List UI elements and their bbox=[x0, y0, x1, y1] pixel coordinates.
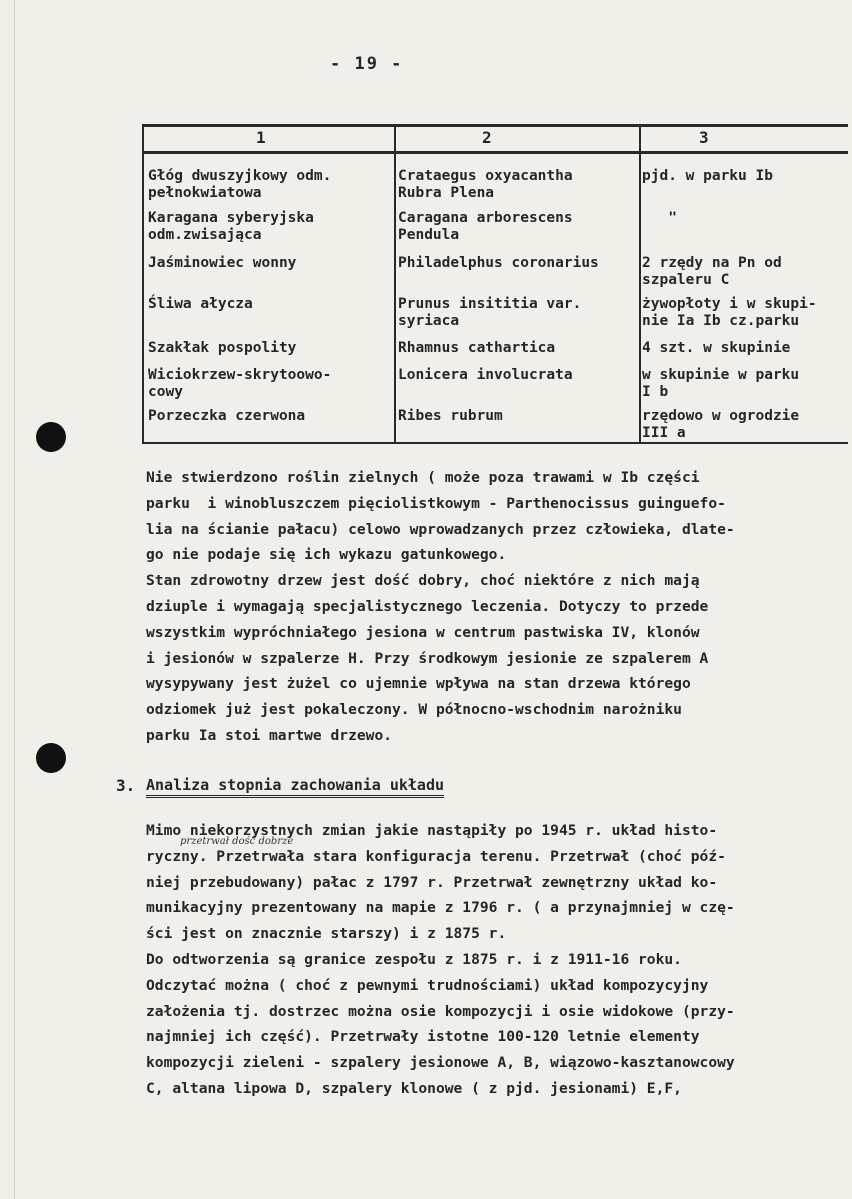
text-line: dziuple i wymagają specjalistycznego leczenia. Dotyczy to przede bbox=[146, 597, 709, 615]
column-header-3: 3 bbox=[699, 128, 709, 147]
text-line: niej przebudowany) pałac z 1797 r. Przetrwał zewnętrzny układ ko- bbox=[146, 873, 718, 891]
text-line: najmniej ich część). Przetrwały istotne 100-120 letnie elementy bbox=[146, 1028, 700, 1046]
table-cell-polish: Jaśminowiec wonny bbox=[148, 255, 297, 271]
section-title: Analiza stopnia zachowania układu bbox=[146, 776, 444, 798]
text-line: Nie stwierdzono roślin zielnych ( może poza trawami w Ib części bbox=[146, 469, 700, 486]
paragraph-layout-preservation bbox=[146, 818, 846, 1102]
text-line: założenia tj. dostrzec można osie kompozycji i osie widokowe (przy- bbox=[146, 1002, 735, 1020]
text-line: wysypywany jest żużel co ujemnie wpływa na stan drzewa którego bbox=[146, 675, 691, 693]
text-line: Odczytać można ( choć z pewnymi trudnościami) układ kompozycyjny bbox=[146, 976, 709, 994]
table-cell-polish: Głóg dwuszyjkowy odm. pełnokwiatowa bbox=[148, 168, 332, 201]
table-cell-latin: Rhamnus cathartica bbox=[398, 340, 556, 356]
column-header-1: 1 bbox=[256, 128, 266, 147]
text-line: Stan zdrowotny drzew jest dość dobry, choć niektóre z nich mają bbox=[146, 572, 700, 590]
table-cell-latin: Philadelphus coronarius bbox=[398, 255, 599, 271]
text-line: ści jest on znacznie starszy) i z 1875 r. bbox=[146, 925, 507, 943]
table-cell-polish: Porzeczka czerwona bbox=[148, 408, 306, 424]
table-border-left bbox=[142, 124, 144, 444]
text-line: munikacyjny prezentowany na mapie z 1796 r. ( a przynajmniej w czę- bbox=[146, 899, 735, 917]
table-cell-location: w skupinie w parku I b bbox=[642, 367, 800, 400]
text-line: go nie podaje się ich wykazu gatunkowego. bbox=[146, 546, 507, 564]
text-line: wszystkim wypróchniałego jesiona w centrum pastwiska IV, klonów bbox=[146, 623, 700, 641]
table-cell-location: 4 szt. w skupinie bbox=[642, 340, 791, 356]
text-line: Do odtworzenia są granice zespołu z 1875 r. i z 1911-16 roku. bbox=[146, 950, 682, 968]
table-cell-location: rzędowo w ogrodzie III a bbox=[642, 408, 800, 441]
paragraph-plants-health bbox=[146, 465, 846, 749]
table-bottom-rule bbox=[142, 442, 848, 444]
section-number: 3. bbox=[116, 776, 136, 795]
table-cell-latin: Ribes rubrum bbox=[398, 408, 503, 424]
text-line: parku i winobluszczem pięciolistkowym - Parthenocissus guinguefo- bbox=[146, 494, 726, 512]
text-line: parku Ia stoi martwe drzewo. bbox=[146, 726, 393, 744]
page-number: - 19 - bbox=[330, 54, 404, 74]
table-header-rule bbox=[142, 151, 848, 154]
table-cell-latin: Caragana arborescens Pendula bbox=[398, 210, 573, 243]
table-column-divider bbox=[639, 124, 641, 444]
handwritten-note: przetrwał dość dobrze bbox=[180, 836, 294, 847]
table-cell-polish: Śliwa ałycza bbox=[148, 296, 253, 312]
punch-hole bbox=[36, 743, 66, 773]
table-cell-location: 2 rzędy na Pn od szpaleru C bbox=[642, 255, 782, 288]
text-line: i jesionów w szpalerze H. Przy środkowym jesionie ze szpalerem A bbox=[146, 649, 709, 667]
punch-hole bbox=[36, 422, 66, 452]
text-line: ryczny. Przetrwała stara konfiguracja terenu. Przetrwał (choć póź- bbox=[146, 847, 726, 865]
text-line: Mimo niekorzystnych zmian jakie nastąpiły po 1945 r. układ histo- bbox=[146, 822, 718, 839]
table-cell-latin: Prunus insititia var. syriaca bbox=[398, 296, 582, 329]
column-header-2: 2 bbox=[482, 128, 492, 147]
table-cell-latin: Lonicera involucrata bbox=[398, 367, 573, 383]
text-line: kompozycji zieleni - szpalery jesionowe A, B, wiązowo-kasztanowcowy bbox=[146, 1054, 735, 1072]
table-cell-location: " bbox=[642, 210, 677, 226]
table-cell-location: żywopłoty i w skupi- nie Ia Ib cz.parku bbox=[642, 296, 817, 329]
text-line: lia na ścianie pałacu) celowo wprowadzanych przez człowieka, dlate- bbox=[146, 520, 735, 538]
table-top-rule bbox=[142, 124, 848, 127]
text-line: odziomek już jest pokaleczony. W północno-wschodnim narożniku bbox=[146, 701, 682, 719]
table-cell-polish: Karagana syberyjska odm.zwisająca bbox=[148, 210, 314, 243]
table-column-divider bbox=[394, 124, 396, 444]
table-cell-polish: Wiciokrzew-skrytoowo- cowy bbox=[148, 367, 332, 400]
page-edge-line bbox=[14, 0, 15, 1199]
table-cell-latin: Crataegus oxyacantha Rubra Plena bbox=[398, 168, 573, 201]
text-line: C, altana lipowa D, szpalery klonowe ( z pjd. jesionami) E,F, bbox=[146, 1079, 682, 1097]
table-cell-location: pjd. w parku Ib bbox=[642, 168, 773, 184]
table-cell-polish: Szakłak pospolity bbox=[148, 340, 297, 356]
